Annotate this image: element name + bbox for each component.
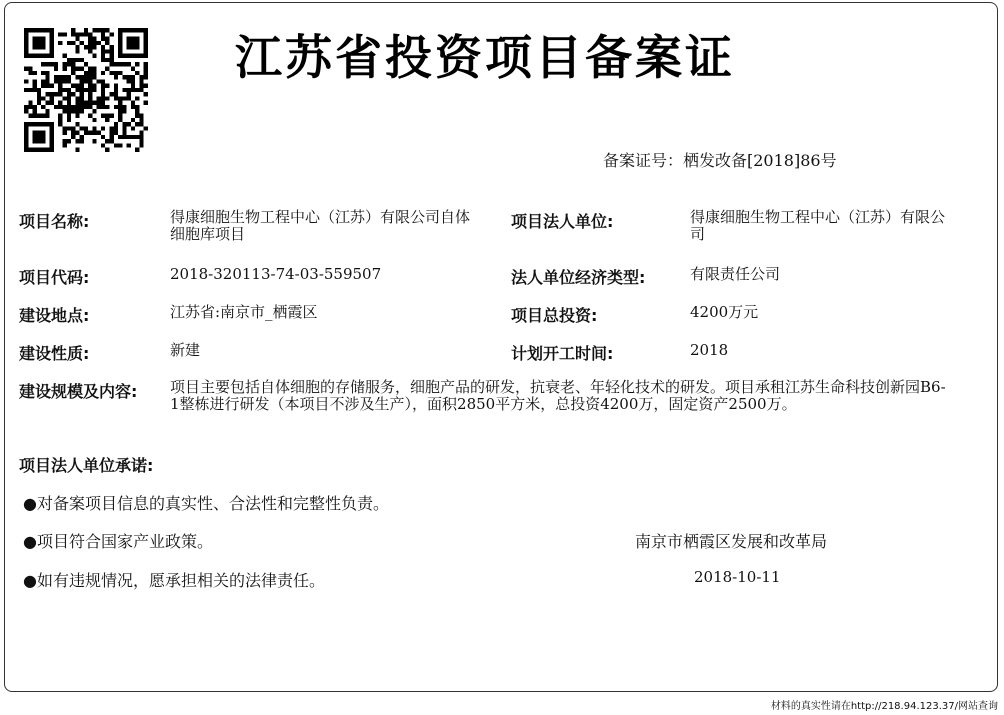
project-name-value: 得康细胞生物工程中心（江苏）有限公司自体细胞库项目 — [170, 208, 471, 243]
commitment-item: ●项目符合国家产业政策。 — [23, 532, 213, 551]
commitment-heading: 项目法人单位承诺: — [19, 456, 154, 475]
nature-value: 新建 — [170, 341, 201, 359]
issue-date: 2018-10-11 — [694, 568, 781, 586]
start-time-label: 计划开工时间: — [511, 344, 614, 363]
scope-value: 项目主要包括自体细胞的存储服务，细胞产品的研发，抗衰老、年轻化技术的研发。项目承租江苏生命科技创新园B6-1整栋进行研发（本项目不涉及生产），面积2850平方米，总投资4200万，固定资产2500万。 — [170, 378, 946, 413]
commitment-item: ●如有违规情况，愿承担相关的法律责任。 — [23, 571, 325, 590]
total-investment-value: 4200万元 — [690, 303, 759, 321]
economic-type-value: 有限责任公司 — [690, 265, 781, 283]
nature-label: 建设性质: — [19, 344, 90, 363]
commitment-item: ●对备案项目信息的真实性、合法性和完整性负责。 — [23, 494, 389, 513]
start-time-value: 2018 — [690, 341, 729, 359]
total-investment-label: 项目总投资: — [511, 306, 598, 325]
qr-code-icon — [24, 28, 148, 152]
project-code-label: 项目代码: — [19, 268, 90, 287]
verification-footer-note: 材料的真实性请在http://218.94.123.37/网站查询 — [770, 701, 998, 712]
scope-label: 建设规模及内容: — [19, 382, 138, 401]
certificate-frame — [4, 2, 998, 692]
issuing-authority: 南京市栖霞区发展和改革局 — [635, 532, 828, 551]
legal-entity-label: 项目法人单位: — [511, 212, 614, 231]
record-number: 备案证号：栖发改备[2018]86号 — [603, 151, 837, 170]
legal-entity-value: 得康细胞生物工程中心（江苏）有限公司 — [690, 208, 946, 243]
project-name-label: 项目名称: — [19, 212, 90, 231]
location-label: 建设地点: — [19, 306, 90, 325]
project-code-value: 2018-320113-74-03-559507 — [170, 265, 382, 283]
economic-type-label: 法人单位经济类型: — [511, 268, 646, 287]
location-value: 江苏省:南京市_栖霞区 — [170, 303, 318, 321]
certificate-title: 江苏省投资项目备案证 — [235, 31, 735, 86]
